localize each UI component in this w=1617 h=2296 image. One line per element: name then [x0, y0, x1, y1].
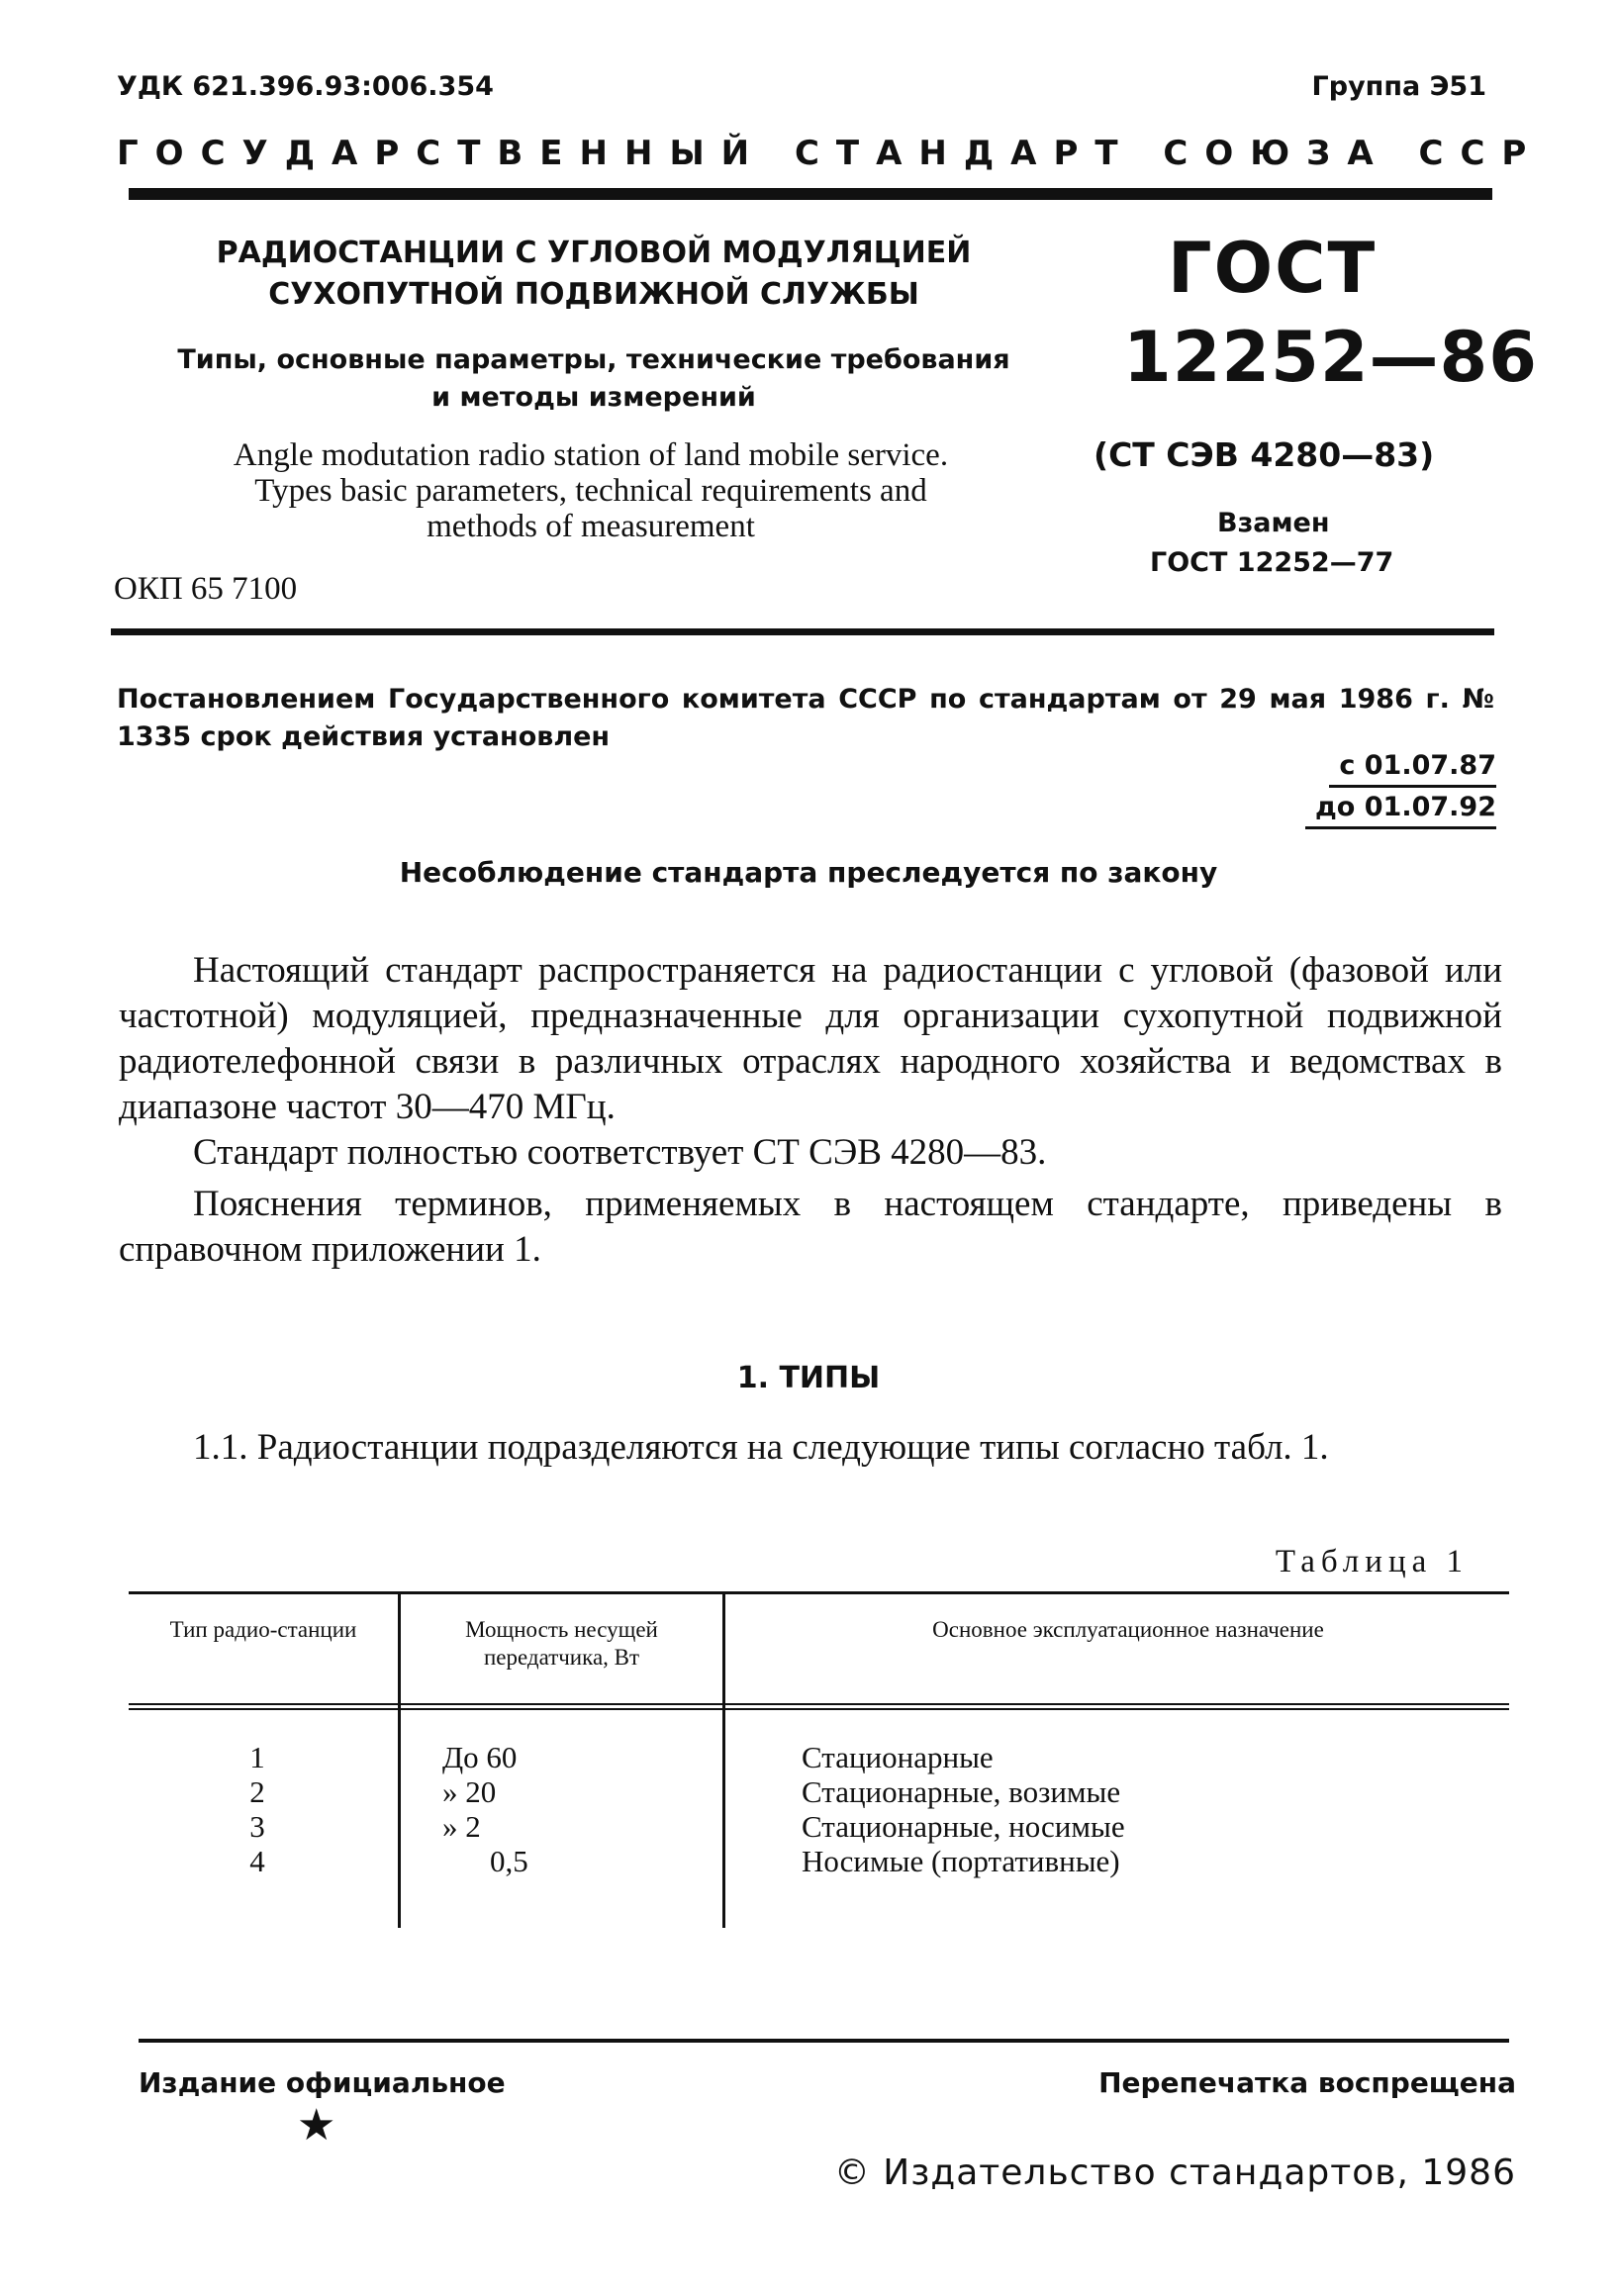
- top-rule: [129, 188, 1492, 200]
- section-heading: 1. ТИПЫ: [736, 1361, 881, 1395]
- table-cell-purpose: Носимые (портативные): [802, 1844, 1120, 1878]
- table-cell-power: 0,5: [490, 1844, 528, 1878]
- table-header-rule-double: [129, 1708, 1509, 1710]
- english-title-line-1: Angle modutation radio station of land mobile service.: [233, 437, 949, 473]
- okp-code: ОКП 65 7100: [114, 571, 298, 607]
- effective-from-date: с 01.07.87: [1329, 750, 1496, 788]
- table-column-divider: [722, 1591, 725, 1928]
- types-table: [129, 1591, 1509, 1928]
- table-cell-purpose: Стационарные, носимые: [802, 1809, 1125, 1844]
- title-line-2: СУХОПУТНОЙ ПОДВИЖНОЙ СЛУЖБЫ: [268, 277, 919, 312]
- official-edition-label: Издание официальное: [139, 2066, 506, 2099]
- table-cell-type: 4: [249, 1844, 265, 1878]
- cmea-standard: (СТ СЭВ 4280—83): [1094, 435, 1435, 474]
- title-line-1: РАДИОСТАНЦИИ С УГЛОВОЙ МОДУЛЯЦИЕЙ: [216, 236, 972, 270]
- section-rule: [111, 628, 1494, 635]
- clause-1-1: 1.1. Радиостанции подразделяются на следующие типы согласно табл. 1.: [193, 1427, 1329, 1468]
- table-header-power: Мощность несущей передатчика, Вт: [465, 1617, 658, 1670]
- law-notice: Несоблюдение стандарта преследуется по закону: [399, 856, 1218, 889]
- table-cell-purpose: Стационарные, возимые: [802, 1774, 1121, 1809]
- terms-paragraph: Пояснения терминов, применяемых в настоящем стандарте, приведены в справочном приложении 1.: [119, 1184, 1502, 1270]
- gost-number: 12252—86: [1123, 317, 1538, 398]
- body-text: [119, 948, 1502, 1273]
- group-code: Группа Э51: [1311, 71, 1486, 102]
- english-title: [111, 437, 1071, 544]
- table-cell-power: » 20: [442, 1774, 497, 1809]
- footer-rule: [139, 2039, 1509, 2043]
- document-title: [148, 233, 1039, 316]
- subtitle-line-1: Типы, основные параметры, технические требования: [177, 344, 1010, 375]
- udk-code: УДК 621.396.93:006.354: [117, 71, 494, 102]
- table-cell-purpose: Стационарные: [802, 1740, 994, 1774]
- decree-text: Постановлением Государственного комитета СССР по стандартам от 29 мая 1986 г. № 1335 срок действия установлен: [117, 684, 1494, 752]
- table-caption: Таблица 1: [1275, 1544, 1469, 1579]
- table-cell-type: 1: [249, 1740, 265, 1774]
- english-title-line-3: methods of measurement: [427, 509, 755, 544]
- scope-paragraph: Настоящий стандарт распространяется на радиостанции с угловой (фазовой или частотной) модуляцией, предназначенные для организации сухопутной подвижной радиотелефонной связи в различных отраслях народного хозяйства и ведомствах в диапазоне частот 30—470 МГц.: [119, 950, 1502, 1127]
- table-cell-power: До 60: [442, 1740, 518, 1774]
- english-title-line-2: Types basic parameters, technical requirements and: [254, 473, 927, 509]
- table-header-type: Тип радио-станции: [169, 1617, 357, 1642]
- replaces-label: Взамен: [1217, 508, 1330, 538]
- table-header-rule: [129, 1703, 1509, 1705]
- gost-label: ГОСТ: [1168, 228, 1378, 309]
- replaced-standard: ГОСТ 12252—77: [1150, 547, 1394, 578]
- compliance-paragraph: Стандарт полностью соответствует СТ СЭВ 4280—83.: [193, 1132, 1047, 1173]
- reprint-notice: Перепечатка воспрещена: [1098, 2066, 1516, 2099]
- table-cell-power: » 2: [442, 1809, 481, 1844]
- table-header-purpose: Основное эксплуатационное назначение: [932, 1617, 1324, 1642]
- copyright-notice: © Издательство стандартов, 1986: [833, 2152, 1516, 2193]
- state-standard-title: ГОСУДАРСТВЕННЫЙ СТАНДАРТ СОЮЗА ССР: [117, 134, 1544, 173]
- table-top-rule: [129, 1591, 1509, 1594]
- table-cell-type: 2: [249, 1774, 265, 1809]
- table-column-divider: [398, 1591, 401, 1928]
- effective-to-date: до 01.07.92: [1305, 792, 1496, 829]
- document-subtitle: [129, 341, 1059, 417]
- subtitle-line-2: и методы измерений: [431, 382, 756, 413]
- star-icon: ★: [297, 2100, 336, 2151]
- table-cell-type: 3: [249, 1809, 265, 1844]
